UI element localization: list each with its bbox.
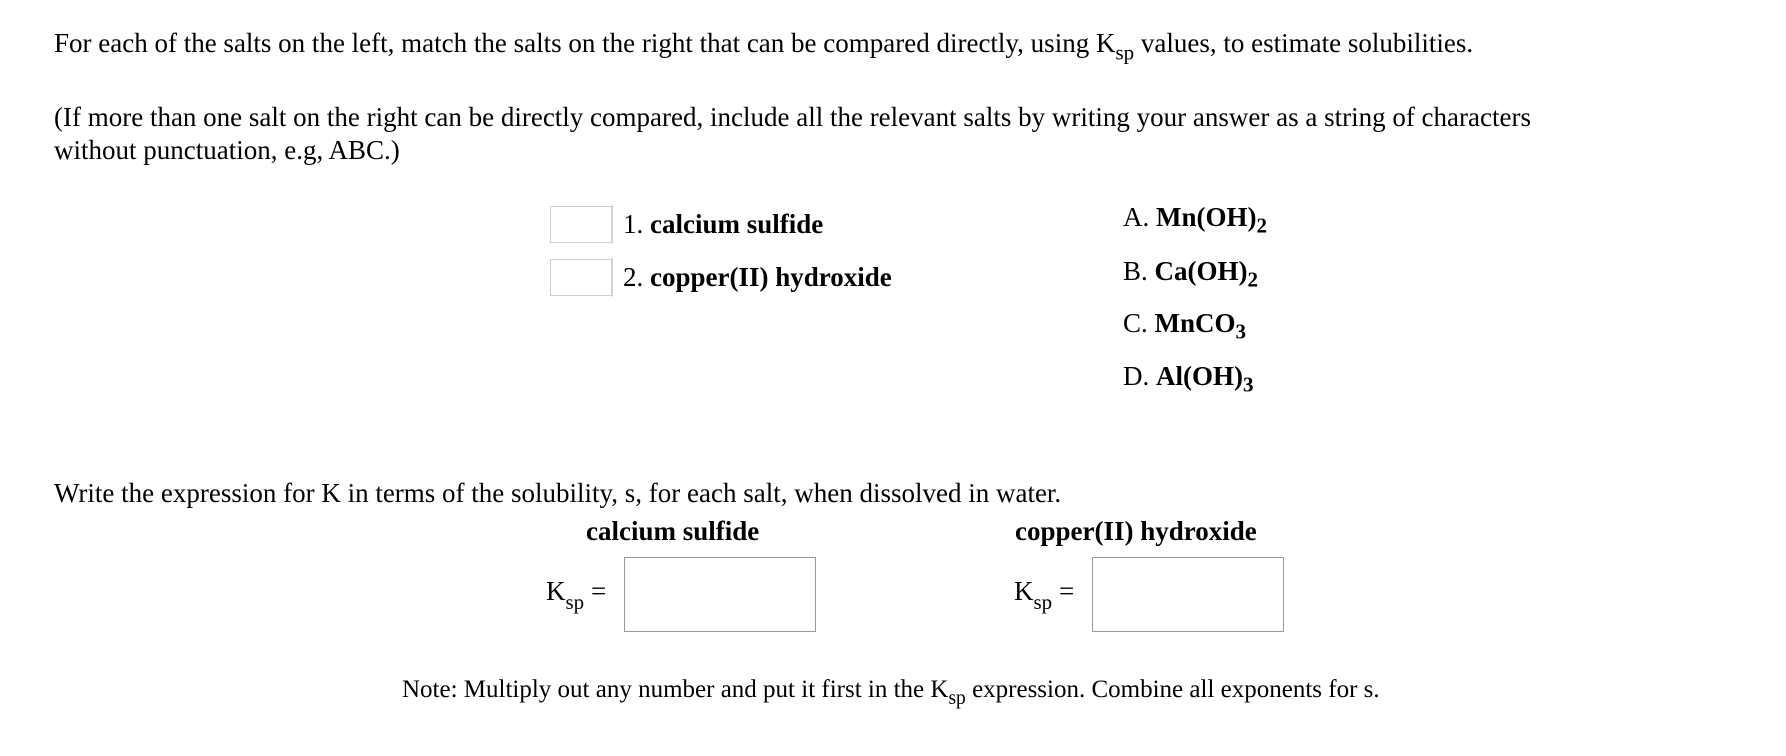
item-number: 2. [623,262,644,292]
item-name: calcium sulfide [650,209,824,239]
note-text: Note: Multiply out any number and put it first in the K [402,676,949,703]
note [402,674,1380,709]
formula-subscript: 2 [1256,213,1268,238]
item-number: 1. [623,209,644,239]
option-formula: Al(OH) [1156,361,1243,391]
equals-sign: = [590,576,607,606]
answer-input-1[interactable] [550,206,612,243]
ksp-sub: sp [1033,590,1053,614]
option-a [1123,202,1268,238]
instruction-line-1 [54,26,1474,65]
option-d [1123,361,1254,397]
option-letter: D. [1123,361,1150,391]
ksp-label-1 [546,576,607,614]
option-formula: MnCO [1154,308,1236,338]
ksp-expression-input-2[interactable] [1092,557,1284,632]
left-item-1 [550,204,823,244]
instruction-text: For each of the salts on the left, match the salts on the right that can be compared directly, using K [54,28,1116,58]
ksp-expression-input-1[interactable] [624,557,816,632]
ksp-k: K [546,576,566,606]
left-item-2 [550,257,892,297]
instruction-line-2: (If more than one salt on the right can be directly compared, include all the relevant salts by writing your answer as a string of characters [54,102,1531,132]
left-item-label [612,204,823,244]
note-text-end: expression. Combine all exponents for s. [965,676,1380,703]
salt-heading-2: copper(II) hydroxide [1015,516,1257,546]
instruction-line-3: without punctuation, e.g, ABC.) [54,135,400,165]
ksp-label-2 [1014,576,1075,614]
option-letter: B. [1123,256,1148,286]
ksp-k: K [1014,576,1034,606]
formula-subscript: 3 [1243,372,1254,397]
salt-heading-1: calcium sulfide [586,516,760,546]
formula-subscript: 2 [1247,267,1259,292]
ksp-sub: sp [565,590,585,614]
answer-input-2[interactable] [550,259,612,296]
option-letter: A. [1123,202,1150,232]
ksp-subscript: sp [1115,40,1135,65]
formula-subscript: 3 [1235,319,1247,344]
option-b [1123,256,1259,292]
item-name: copper(II) hydroxide [650,262,892,292]
instruction-text-end: values, to estimate solubilities. [1134,28,1474,58]
left-item-label [612,257,892,297]
note-ksp-subscript: sp [948,687,966,709]
option-formula: Ca(OH) [1154,256,1248,286]
option-c [1123,308,1247,344]
expression-prompt: Write the expression for K in terms of the solubility, s, for each salt, when dissolved in water. [54,478,1062,508]
option-letter: C. [1123,308,1148,338]
option-formula: Mn(OH) [1156,202,1257,232]
equals-sign: = [1058,576,1075,606]
